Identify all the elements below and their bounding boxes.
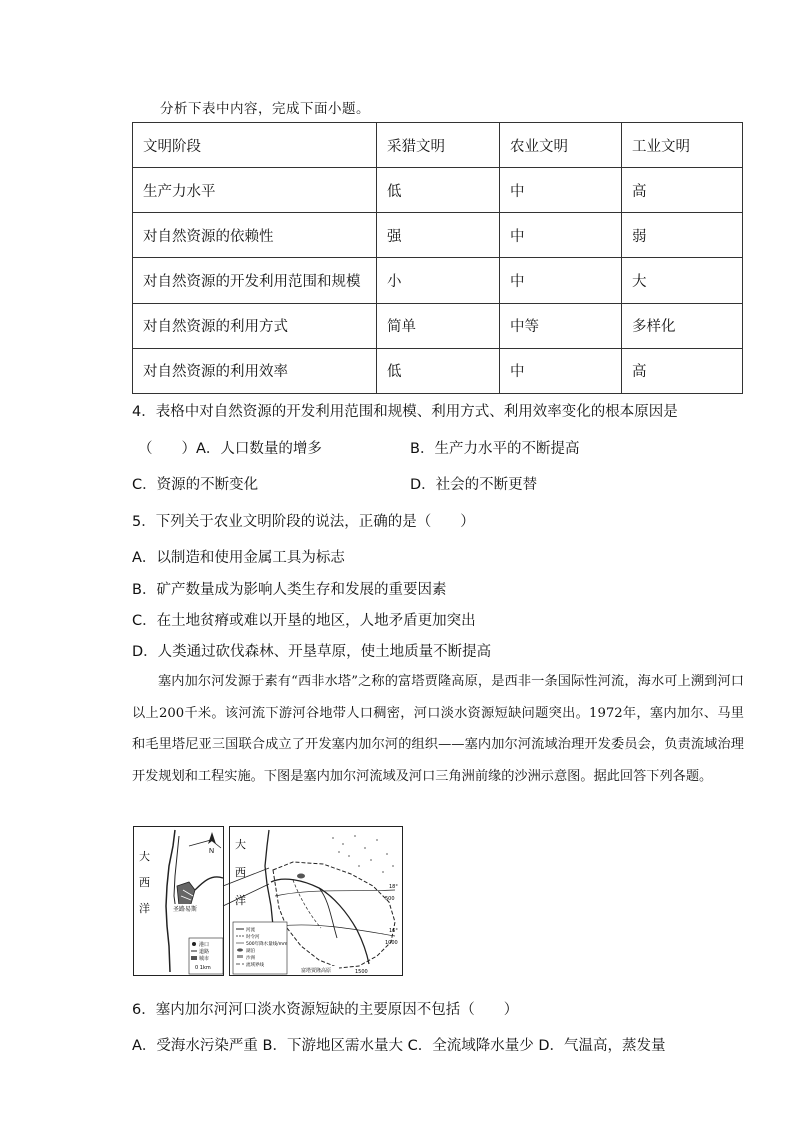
table-header-row [133,123,743,168]
table-cell: 对自然资源的利用效率 [133,348,377,393]
table-cell: 低 [377,348,500,393]
legend-lake: 湖泊 [246,949,255,954]
legend-road: 道路 [199,949,210,955]
table-cell: 对自然资源的利用方式 [133,303,377,348]
table-cell: 文明阶段 [133,123,377,168]
question-4-option-d: D．社会的不断更替 [410,477,538,493]
ocean-label-left-1: 大 [139,851,150,863]
rain-label-1500: 1500 [355,969,368,975]
table-cell: 低 [377,168,500,213]
question-5-option-d: D．人类通过砍伐森林、开垦草原，使土地质量不断提高 [132,644,492,660]
table-row [133,168,743,213]
table-cell: 农业文明 [500,123,622,168]
ocean-label-left-3: 洋 [139,903,150,915]
table-cell: 采猎文明 [377,123,500,168]
table-cell: 弱 [622,213,743,258]
legend-port: 港口 [199,942,210,948]
rain-label-500: 500 [385,896,395,902]
table-cell: 中 [500,348,622,393]
table-cell: 对自然资源的开发利用范围和规模 [133,258,377,303]
table-cell: 高 [622,348,743,393]
lat-label-16: 16° [389,928,398,934]
city-label: 圣路易斯 [173,907,198,913]
table-cell: 高 [622,168,743,213]
question-4-option-c: C．资源的不断变化 [132,477,259,493]
legend-basin-boundary: 流域界线 [246,963,264,968]
question-5-option-b: B．矿产数量成为影响人类生存和发展的重要因素 [132,582,447,598]
legend-scale: 0 1km [195,965,211,971]
ocean-label-left-2: 西 [139,877,150,889]
passage [132,666,744,792]
table-row [133,303,743,348]
table-row [133,213,743,258]
table-cell: 对自然资源的依赖性 [133,213,377,258]
table-cell: 中 [500,258,622,303]
lat-label-18: 18° [389,884,398,890]
legend-seasonal-river: 时令河 [246,935,260,940]
table-cell: 中 [500,213,622,258]
civilization-table [132,122,743,394]
legend-river: 河流 [246,928,255,933]
question-4-stem: 4．表格中对自然资源的开发利用范围和规模、利用方式、利用效率变化的根本原因是 [132,404,678,420]
rain-label-1000: 1000 [385,940,398,946]
question-5-option-c: C．在土地贫瘠或难以开垦的地区，人地矛盾更加突出 [132,613,476,629]
table-cell: 中 [500,168,622,213]
table-row [133,258,743,303]
intro-text: 分析下表中内容，完成下面小题。 [160,101,370,117]
ocean-label-right-3: 洋 [235,895,246,907]
question-6-options: A．受海水污染严重 B．下游地区需水量大 C．全流域降水量少 D．气温高，蒸发量 [132,1038,666,1054]
legend-city: 城市 [199,956,210,962]
question-4-option-a: （ ）A．人口数量的增多 [138,441,322,457]
ocean-label-right-2: 西 [235,867,246,879]
legend-rainfall-line: 500年降水量线/mm [246,942,288,947]
table-row [133,348,743,393]
senegal-river-map [133,826,403,976]
table-cell: 大 [622,258,743,303]
table-cell: 强 [377,213,500,258]
plateau-label: 富塔贾隆高原 [301,968,332,974]
legend-sandbar: 沙洲 [246,956,255,961]
question-4-option-b: B．生产力水平的不断提高 [410,441,580,457]
table-cell: 简单 [377,303,500,348]
question-6-stem: 6．塞内加尔河河口淡水资源短缺的主要原因不包括（ ） [132,1002,519,1018]
table-cell: 工业文明 [622,123,743,168]
ocean-label-right-1: 大 [235,839,246,851]
table-cell: 中等 [500,303,622,348]
north-label: N [209,848,215,855]
table-cell: 生产力水平 [133,168,377,213]
table-cell: 多样化 [622,303,743,348]
passage-text: 塞内加尔河发源于素有“西非水塔”之称的富塔贾隆高原，是西非一条国际性河流，海水可上溯到河口以上200千米。该河流下游河谷地带人口稠密，河口淡水资源短缺问题突出。1972年，塞内加尔、马里和毛里塔尼亚三国联合成立了开发塞内加尔河的组织——塞内加尔河流域治理开发委员会，负责流域治理开发规划和工程实施。下图是塞内加尔河流域及河口三角洲前缘的沙洲示意图。据此回答下列各题。 [132,674,744,784]
question-5-stem: 5．下列关于农业文明阶段的说法，正确的是（ ） [132,514,475,530]
table-cell: 小 [377,258,500,303]
question-5-option-a: A．以制造和使用金属工具为标志 [132,550,345,566]
